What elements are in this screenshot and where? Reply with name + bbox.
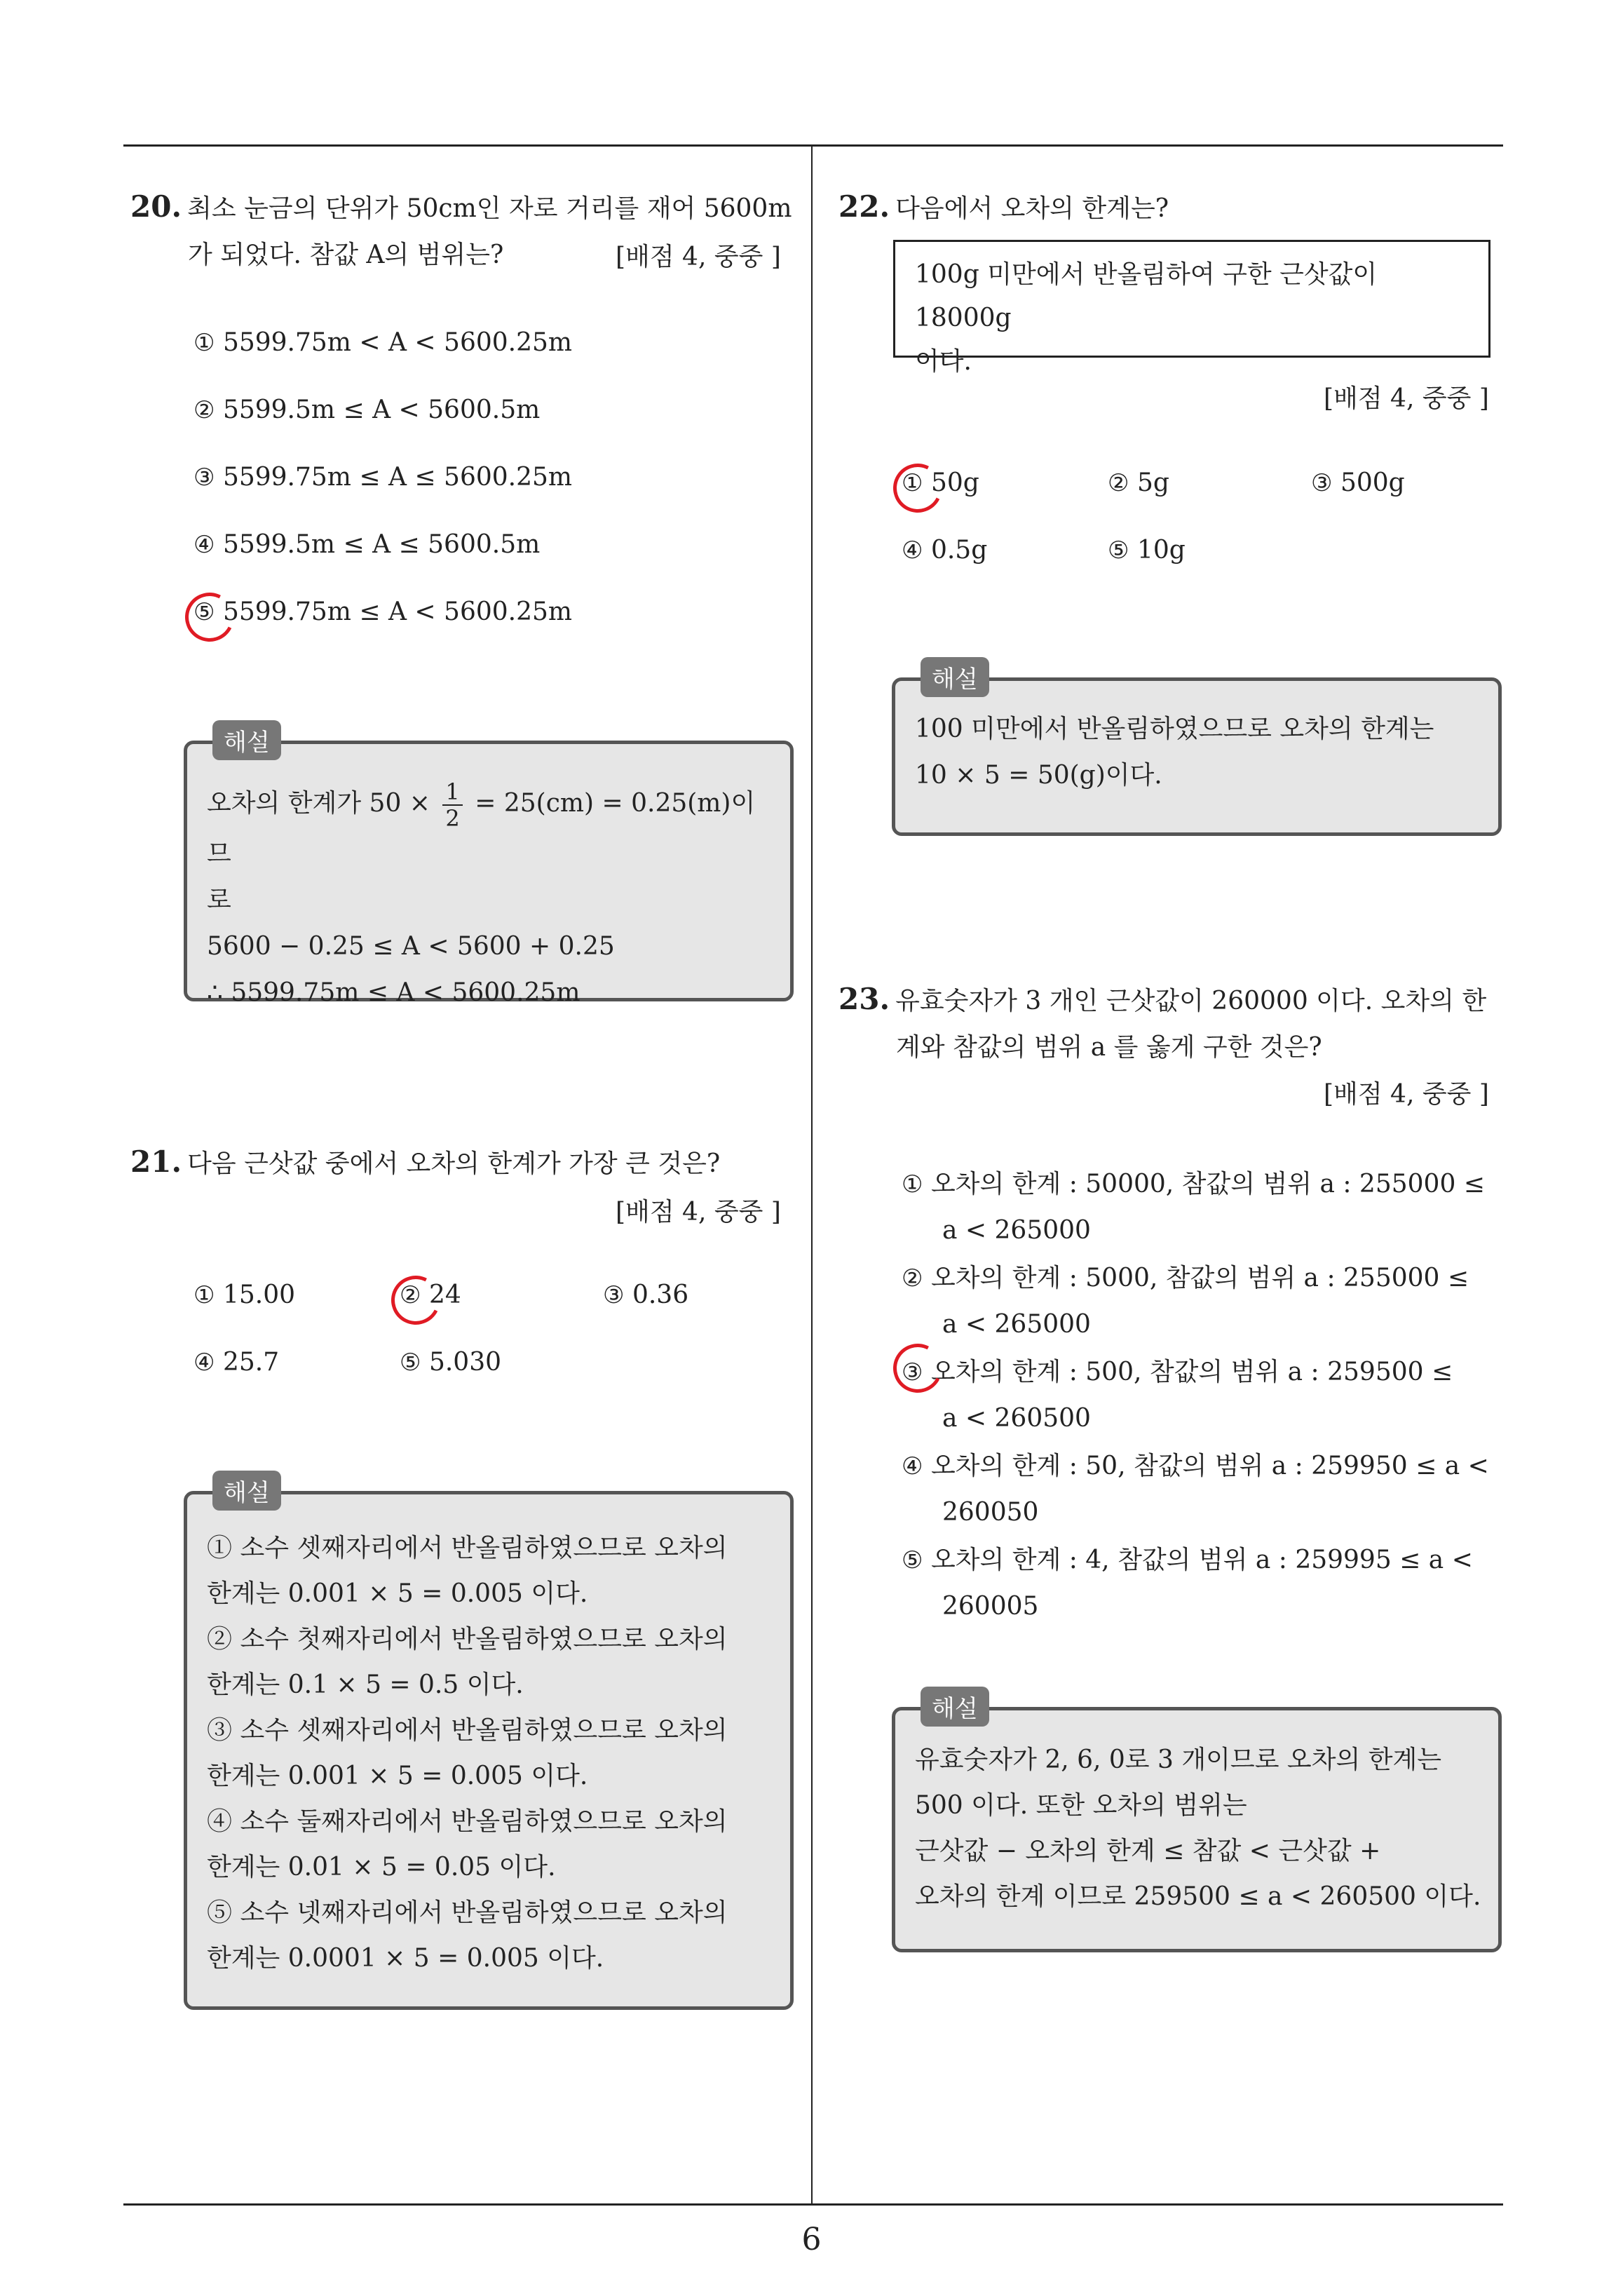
option-text: 5599.5m ≤ A ≤ 5600.5m bbox=[222, 530, 541, 559]
solution-line: 근삿값 − 오차의 한계 ≤ 참값 < 근삿값 + bbox=[915, 1837, 1381, 1865]
solution-text bbox=[915, 1737, 1481, 1919]
solution-line: ④ 소수 둘째자리에서 반올림하였으므로 오차의 bbox=[207, 1807, 728, 1836]
solution-line: 5600 − 0.25 ≤ A < 5600 + 0.25 bbox=[207, 932, 615, 961]
question-22 bbox=[838, 184, 1512, 232]
score-meta: [배점 4, 중중 ] bbox=[1324, 384, 1489, 413]
option-text: 500g bbox=[1340, 468, 1405, 497]
option-marker: ② bbox=[1108, 469, 1129, 497]
option-1[interactable] bbox=[193, 1281, 295, 1309]
question-number: 21. bbox=[130, 1144, 182, 1179]
option-text: 0.36 bbox=[632, 1281, 689, 1309]
condition-box bbox=[893, 240, 1490, 376]
option-2[interactable] bbox=[902, 1255, 1469, 1348]
solution-line: 오차의 한계 이므로 259500 ≤ a < 260500 이다. bbox=[915, 1882, 1481, 1911]
fraction-numerator: 1 bbox=[442, 779, 462, 806]
solution-box-23 bbox=[892, 1695, 1502, 1952]
option-1[interactable] bbox=[193, 328, 572, 357]
option-text-cont: a < 265000 bbox=[942, 1216, 1091, 1245]
solution-box-20 bbox=[184, 729, 794, 1007]
option-5[interactable] bbox=[400, 1348, 501, 1377]
option-marker-selected: ⑤ bbox=[193, 598, 215, 626]
option-text: 24 bbox=[428, 1281, 461, 1309]
option-text: 5g bbox=[1136, 468, 1169, 497]
question-text: 유효숫자가 3 개인 근삿값이 260000 이다. 오차의 한 bbox=[895, 987, 1487, 1015]
option-marker: ⑤ bbox=[1108, 536, 1129, 565]
option-marker-selected: ③ bbox=[902, 1349, 923, 1396]
option-marker: ① bbox=[193, 329, 215, 357]
top-rule bbox=[123, 144, 1503, 147]
question-text: 다음에서 오차의 한계는? bbox=[895, 194, 1169, 223]
solution-text-a: 오차의 한계가 50 × bbox=[207, 789, 430, 818]
option-4[interactable] bbox=[193, 1348, 279, 1377]
question-number: 22. bbox=[838, 189, 890, 224]
option-marker: ③ bbox=[1311, 469, 1333, 497]
option-marker-selected: ① bbox=[902, 469, 923, 497]
question-text: 최소 눈금의 단위가 50cm인 자로 거리를 재어 5600m bbox=[187, 194, 792, 223]
option-text: 25.7 bbox=[222, 1348, 280, 1377]
solution-text bbox=[207, 1525, 773, 1981]
option-text-cont: a < 260500 bbox=[942, 1404, 1091, 1433]
page-number: 6 bbox=[801, 2222, 822, 2257]
option-text: 10g bbox=[1136, 536, 1186, 565]
option-3[interactable] bbox=[193, 463, 572, 492]
solution-line: 한계는 0.01 × 5 = 0.05 이다. bbox=[207, 1853, 556, 1882]
score-meta: [배점 4, 중중 ] bbox=[616, 1198, 781, 1227]
option-marker: ④ bbox=[902, 1452, 923, 1480]
fraction-denominator: 2 bbox=[445, 805, 460, 832]
solution-line: ① 소수 셋째자리에서 반올림하였으므로 오차의 bbox=[207, 1534, 728, 1562]
option-text: 5599.75m < A < 5600.25m bbox=[222, 328, 573, 357]
option-text: 오차의 한계 : 50000, 참값의 범위 a : 255000 ≤ bbox=[930, 1170, 1485, 1198]
bottom-rule bbox=[123, 2203, 1503, 2206]
column-divider bbox=[811, 145, 813, 2205]
option-text: 50g bbox=[930, 468, 979, 497]
solution-text bbox=[207, 779, 773, 1016]
solution-tag: 해설 bbox=[212, 1471, 281, 1511]
condition-line: 이다. bbox=[915, 347, 972, 376]
option-text-cont: 260005 bbox=[942, 1592, 1039, 1621]
condition-text bbox=[895, 242, 1488, 398]
solution-text-b: = 25(cm) = 0.25(m)이므 bbox=[207, 789, 756, 868]
solution-tag: 해설 bbox=[921, 657, 989, 697]
solution-line: 한계는 0.1 × 5 = 0.5 이다. bbox=[207, 1670, 524, 1699]
solution-line: 10 × 5 = 50(g)이다. bbox=[915, 761, 1162, 790]
option-5[interactable] bbox=[193, 597, 572, 626]
option-marker: ③ bbox=[603, 1281, 625, 1309]
option-text-cont: 260050 bbox=[942, 1498, 1039, 1527]
option-marker: ④ bbox=[193, 1349, 215, 1377]
option-4[interactable] bbox=[902, 536, 987, 565]
option-text: 오차의 한계 : 50, 참값의 범위 a : 259950 ≤ a < bbox=[930, 1452, 1489, 1480]
solution-line: ∴ 5599.75m ≤ A < 5600.25m bbox=[207, 978, 580, 1007]
question-23 bbox=[838, 976, 1512, 1071]
option-text: 5599.75m ≤ A ≤ 5600.25m bbox=[222, 463, 573, 492]
question-number: 23. bbox=[838, 982, 890, 1016]
condition-line: 100g 미만에서 반올림하여 구한 근삿값이 18000g bbox=[915, 260, 1378, 332]
option-marker-selected: ② bbox=[400, 1281, 421, 1309]
option-2[interactable] bbox=[400, 1281, 461, 1309]
solution-text bbox=[915, 706, 1481, 799]
fraction bbox=[442, 779, 462, 831]
solution-line: 유효숫자가 2, 6, 0로 3 개이므로 오차의 한계는 bbox=[915, 1745, 1442, 1774]
solution-line: 500 이다. 또한 오차의 범위는 bbox=[915, 1791, 1247, 1820]
score-meta: [배점 4, 중중 ] bbox=[616, 243, 781, 271]
option-marker: ⑤ bbox=[902, 1546, 923, 1574]
option-marker: ① bbox=[193, 1281, 215, 1309]
option-text: 오차의 한계 : 500, 참값의 범위 a : 259500 ≤ bbox=[930, 1358, 1453, 1386]
solution-line: 한계는 0.001 × 5 = 0.005 이다. bbox=[207, 1762, 588, 1790]
score-meta: [배점 4, 중중 ] bbox=[1324, 1080, 1489, 1109]
solution-line: ⑤ 소수 넷째자리에서 반올림하였으므로 오차의 bbox=[207, 1898, 728, 1927]
solution-line bbox=[207, 779, 773, 877]
option-4[interactable] bbox=[193, 530, 540, 559]
option-5[interactable] bbox=[902, 1537, 1473, 1630]
solution-line: 한계는 0.0001 × 5 = 0.005 이다. bbox=[207, 1944, 604, 1973]
question-21 bbox=[130, 1139, 803, 1187]
solution-tag: 해설 bbox=[212, 720, 281, 760]
option-2[interactable] bbox=[193, 396, 540, 424]
option-text-cont: a < 265000 bbox=[942, 1310, 1091, 1339]
option-marker: ④ bbox=[193, 531, 215, 559]
option-text: 5599.5m ≤ A < 5600.5m bbox=[222, 396, 541, 424]
option-2[interactable] bbox=[1108, 468, 1169, 497]
solution-line: 로 bbox=[207, 886, 231, 914]
option-4[interactable] bbox=[902, 1443, 1489, 1536]
option-text: 오차의 한계 : 5000, 참값의 범위 a : 255000 ≤ bbox=[930, 1264, 1469, 1292]
question-text: 다음 근삿값 중에서 오차의 한계가 가장 큰 것은? bbox=[187, 1149, 721, 1178]
option-text: 5.030 bbox=[428, 1348, 501, 1377]
option-text: 0.5g bbox=[930, 536, 988, 565]
solution-line: 100 미만에서 반올림하였으므로 오차의 한계는 bbox=[915, 715, 1434, 743]
option-marker: ② bbox=[902, 1264, 923, 1292]
solution-box-22 bbox=[892, 666, 1502, 836]
option-5[interactable] bbox=[1108, 536, 1186, 565]
option-marker: ③ bbox=[193, 464, 215, 492]
question-number: 20. bbox=[130, 189, 182, 224]
question-text: 계와 참값의 범위 a 를 옳게 구한 것은? bbox=[896, 1033, 1322, 1062]
option-1[interactable] bbox=[902, 1161, 1485, 1254]
option-text: 오차의 한계 : 4, 참값의 범위 a : 259995 ≤ a < bbox=[930, 1546, 1473, 1574]
option-marker: ② bbox=[193, 396, 215, 424]
option-1[interactable] bbox=[902, 468, 979, 497]
option-3[interactable] bbox=[1311, 468, 1405, 497]
option-marker: ① bbox=[902, 1170, 923, 1198]
solution-tag: 해설 bbox=[921, 1687, 989, 1727]
option-marker: ④ bbox=[902, 536, 923, 565]
solution-line: 한계는 0.001 × 5 = 0.005 이다. bbox=[207, 1579, 588, 1608]
solution-line: ② 소수 첫째자리에서 반올림하였으므로 오차의 bbox=[207, 1625, 728, 1654]
question-text: 가 되었다. 참값 A의 범위는? bbox=[188, 241, 504, 269]
option-3[interactable] bbox=[603, 1281, 688, 1309]
option-marker: ⑤ bbox=[400, 1349, 421, 1377]
option-3[interactable] bbox=[902, 1349, 1453, 1442]
solution-line: ③ 소수 셋째자리에서 반올림하였으므로 오차의 bbox=[207, 1716, 728, 1745]
solution-box-21 bbox=[184, 1479, 794, 2010]
option-text: 15.00 bbox=[222, 1281, 295, 1309]
option-text: 5599.75m ≤ A < 5600.25m bbox=[222, 597, 573, 626]
